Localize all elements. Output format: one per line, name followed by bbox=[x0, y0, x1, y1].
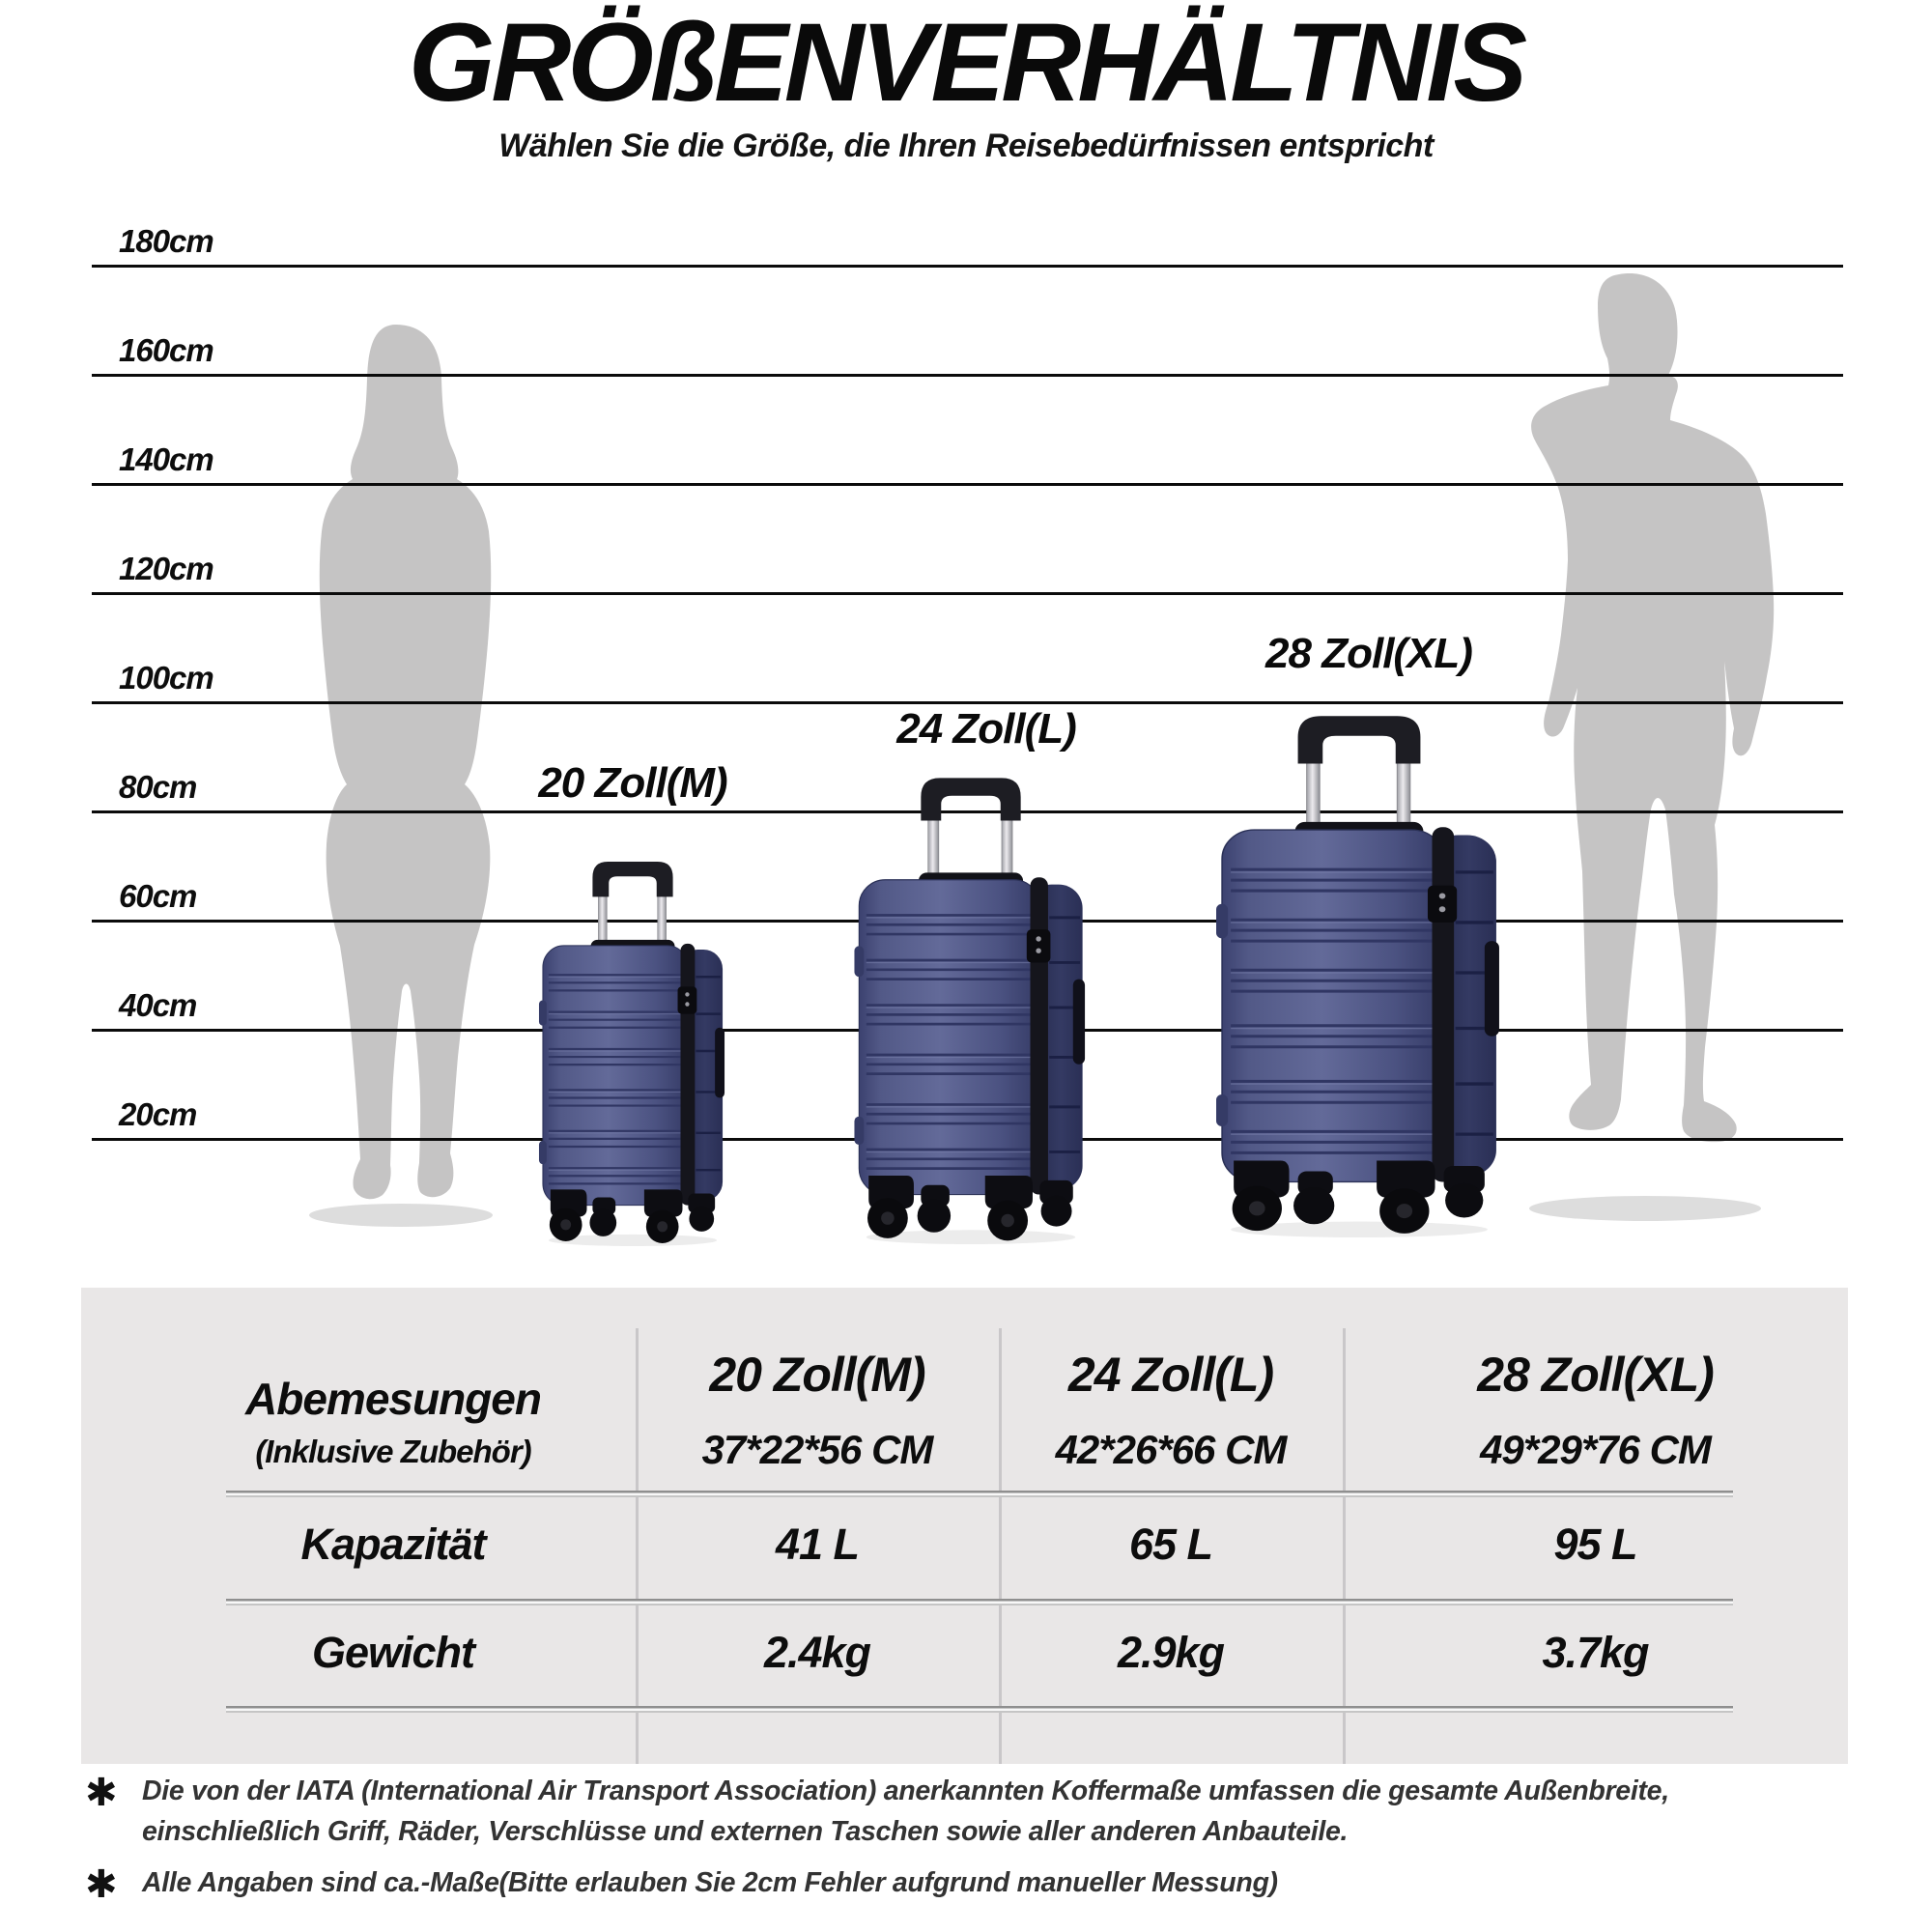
asterisk-icon: ✱ bbox=[85, 1863, 118, 1907]
measure-line bbox=[92, 483, 1843, 486]
footnote-text: Die von der IATA (International Air Transport Association) anerkannten Koffermaße umfassen die gesamte Außenbreite, einschließlich Griff, Räder, Verschlüsse und externen Taschen sowie aller anderen Anbauteile. bbox=[142, 1776, 1669, 1847]
height-label: 20cm bbox=[119, 1096, 197, 1132]
height-label: 160cm bbox=[119, 332, 213, 368]
table-col-dims: 42*26*66 CM bbox=[1055, 1426, 1287, 1472]
table-col-weight: 2.9kg bbox=[1117, 1627, 1225, 1677]
suitcase-28-zoll-graphic bbox=[1213, 708, 1505, 1237]
table-dimension-label: Abemesungen bbox=[245, 1374, 541, 1424]
table-col-capacity: 95 L bbox=[1553, 1520, 1637, 1569]
spec-table bbox=[81, 1288, 1848, 1764]
table-col-size: 24 Zoll(L) bbox=[1067, 1348, 1274, 1402]
measure-line bbox=[92, 701, 1843, 704]
height-line-100cm bbox=[92, 658, 1843, 704]
height-line-120cm bbox=[92, 549, 1843, 595]
measure-line bbox=[92, 265, 1843, 268]
table-col-weight: 3.7kg bbox=[1542, 1627, 1649, 1677]
table-divider-horizontal bbox=[226, 1706, 1733, 1713]
height-label: 180cm bbox=[119, 223, 213, 259]
table-col-dims: 37*22*56 CM bbox=[701, 1426, 933, 1472]
man-silhouette bbox=[1495, 267, 1777, 1225]
page-subtitle: Wählen Sie die Größe, die Ihren Reisebedürfnissen entspricht bbox=[498, 128, 1434, 164]
measure-line bbox=[92, 592, 1843, 595]
height-line-180cm bbox=[92, 221, 1843, 268]
table-col-capacity: 41 L bbox=[775, 1520, 860, 1569]
table-col-capacity: 65 L bbox=[1128, 1520, 1213, 1569]
asterisk-icon: ✱ bbox=[85, 1772, 118, 1814]
table-col-size: 20 Zoll(M) bbox=[709, 1348, 925, 1402]
table-row-label-capacity: Kapazität bbox=[300, 1520, 486, 1569]
height-label: 120cm bbox=[119, 551, 213, 586]
table-col-size: 28 Zoll(XL) bbox=[1477, 1348, 1714, 1402]
suitcase-label-24-zoll: 24 Zoll(L) bbox=[896, 705, 1076, 753]
suitcase-20-zoll-graphic bbox=[537, 856, 728, 1246]
height-label: 140cm bbox=[119, 441, 213, 477]
table-col-dims: 49*29*76 CM bbox=[1480, 1426, 1711, 1472]
height-label: 100cm bbox=[119, 660, 213, 696]
page-title: GRÖßENVERHÄLTNIS bbox=[408, 1, 1524, 125]
table-col-weight: 2.4kg bbox=[763, 1627, 871, 1677]
height-line-160cm bbox=[92, 330, 1843, 377]
footnote-text: Alle Angaben sind ca.-Maße(Bitte erlauben Sie 2cm Fehler aufgrund manueller Messung) bbox=[142, 1867, 1278, 1899]
footnotes bbox=[85, 1772, 1773, 1907]
table-row-label-weight: Gewicht bbox=[311, 1627, 475, 1677]
height-label: 60cm bbox=[119, 878, 197, 914]
table-dimension-sublabel: (Inklusive Zubehör) bbox=[255, 1434, 531, 1469]
measure-line bbox=[92, 374, 1843, 377]
footnote-tolerance bbox=[85, 1863, 1773, 1907]
suitcase-label-28-zoll: 28 Zoll(XL) bbox=[1265, 630, 1472, 677]
suitcase-label-20-zoll: 20 Zoll(M) bbox=[538, 759, 727, 807]
height-line-140cm bbox=[92, 440, 1843, 486]
height-label: 40cm bbox=[119, 987, 197, 1023]
suitcase-24-zoll-graphic bbox=[852, 771, 1090, 1244]
height-label: 80cm bbox=[119, 769, 197, 805]
footnote-iata bbox=[87, 1772, 1773, 1852]
